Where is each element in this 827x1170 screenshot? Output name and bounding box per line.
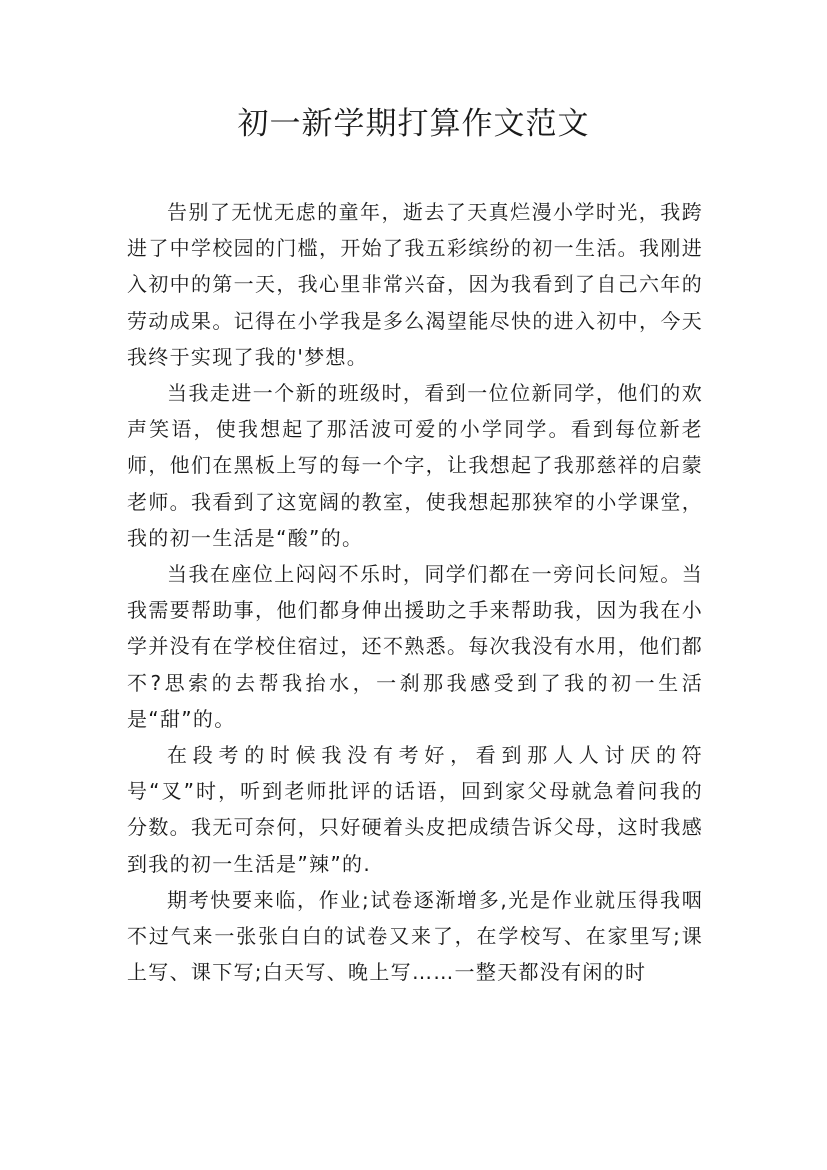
- paragraph-3: 当我在座位上闷闷不乐时，同学们都在一旁问长问短。当我需要帮助事，他们都身伸出援助之手来帮助我，因为我在小学并没有在学校住宿过，还不熟悉。每次我没有水用，他们都不?思索的去帮我抬水，一刹那我感受到了我的初一生活是“甜”的。: [127, 562, 703, 731]
- paragraph-1: 告别了无忧无虑的童年，逝去了天真烂漫小学时光，我跨进了中学校园的门槛，开始了我五彩缤纷的初一生活。我刚进入初中的第一天，我心里非常兴奋，因为我看到了自己六年的劳动成果。记得在小学我是多么渴望能尽快的进入初中，今天我终于实现了我的'梦想。: [127, 200, 703, 369]
- document-title: 初一新学期打算作文范文: [237, 106, 590, 142]
- document-body: [127, 194, 703, 990]
- paragraph-5: 期考快要来临，作业;试卷逐渐增多,光是作业就压得我咽不过气来一张张白白的试卷又来了，在学校写、在家里写;课上写、课下写;白天写、晚上写……一整天都没有闲的时: [127, 887, 703, 985]
- paragraph-4: 在段考的时候我没有考好，看到那人人讨厌的符号“叉”时，听到老师批评的话语，回到家父母就急着问我的分数。我无可奈何，只好硬着头皮把成绩告诉父母，这时我感到我的初一生活是”辣”的.: [127, 743, 703, 876]
- paragraph-2: 当我走进一个新的班级时，看到一位位新同学，他们的欢声笑语，使我想起了那活波可爱的小学同学。看到每位新老师，他们在黑板上写的每一个字，让我想起了我那慈祥的启蒙老师。我看到了这宽阔的教室，使我想起那狭窄的小学课堂，我的初一生活是“酸”的。: [127, 381, 703, 550]
